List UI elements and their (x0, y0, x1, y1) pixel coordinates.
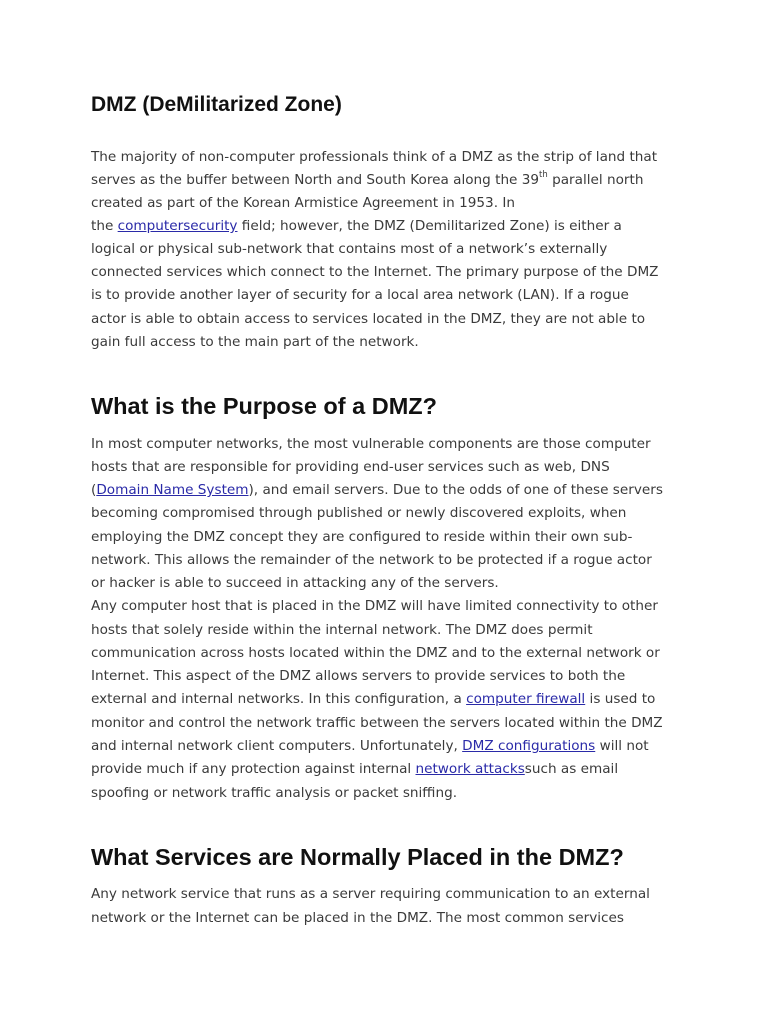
paragraph-line: becoming compromised through published or newly discovered exploits, when (91, 505, 627, 521)
paragraph-line: and internal network client computers. Unfortunately, DMZ configurations will not (91, 738, 649, 754)
paragraph-line: monitor and control the network traffic between the servers located within the DMZ (91, 715, 663, 731)
paragraph-line: the computersecurity field; however, the DMZ (Demilitarized Zone) is either a (91, 218, 622, 234)
paragraph-line: Internet. This aspect of the DMZ allows servers to provide services to both the (91, 668, 626, 684)
computer-firewall-link[interactable]: computer firewall (466, 691, 586, 707)
superscript: th (539, 170, 548, 180)
computersecurity-link[interactable]: computersecurity (117, 218, 238, 234)
paragraph-line: hosts that solely reside within the internal network. The DMZ does permit (91, 622, 593, 638)
paragraph-line: In most computer networks, the most vulnerable components are those computer (91, 436, 651, 452)
paragraph-line: Any computer host that is placed in the DMZ will have limited connectivity to other (91, 598, 658, 614)
paragraph-line: employing the DMZ concept they are configured to reside within their own sub- (91, 529, 633, 545)
page-title: DMZ (DeMilitarized Zone) (91, 93, 342, 116)
paragraph-line: connected services which connect to the Internet. The primary purpose of the DMZ (91, 264, 659, 280)
paragraph-line: is to provide another layer of security for a local area network (LAN). If a rogue (91, 287, 629, 303)
paragraph-line: logical or physical sub-network that contains most of a network’s externally (91, 241, 608, 257)
section-heading-purpose: What is the Purpose of a DMZ? (91, 393, 437, 419)
dmz-configurations-link[interactable]: DMZ configurations (462, 738, 596, 754)
paragraph-line: gain full access to the main part of the network. (91, 334, 419, 350)
paragraph-line: spoofing or network traffic analysis or packet sniffing. (91, 785, 458, 801)
paragraph-line: The majority of non-computer professionals think of a DMZ as the strip of land that (91, 149, 658, 165)
network-attacks-link[interactable]: network attacks (415, 761, 525, 777)
paragraph-line: network. This allows the remainder of the network to be protected if a rogue actor (91, 552, 652, 568)
paragraph-line: serves as the buffer between North and South Korea along the 39th parallel north (91, 170, 644, 188)
paragraph-line: hosts that are responsible for providing end-user services such as web, DNS (91, 459, 610, 475)
paragraph-line: or hacker is able to succeed in attacking any of the servers. (91, 575, 499, 591)
paragraph-line: communication across hosts located within the DMZ and to the external network or (91, 645, 660, 661)
paragraph-line: created as part of the Korean Armistice Agreement in 1953. In (91, 195, 515, 211)
section-heading-services: What Services are Normally Placed in the DMZ? (91, 844, 624, 870)
paragraph-line: (Domain Name System), and email servers. Due to the odds of one of these servers (91, 482, 663, 498)
paragraph-line: actor is able to obtain access to services located in the DMZ, they are not able to (91, 311, 646, 327)
paragraph-line: Any network service that runs as a server requiring communication to an external (91, 886, 650, 902)
domain-name-system-link[interactable]: Domain Name System (96, 482, 249, 498)
paragraph-line: network or the Internet can be placed in the DMZ. The most common services (91, 910, 624, 926)
paragraph-line: provide much if any protection against internal network attackssuch as email (91, 761, 619, 777)
paragraph-line: external and internal networks. In this configuration, a computer firewall is used to (91, 691, 656, 707)
